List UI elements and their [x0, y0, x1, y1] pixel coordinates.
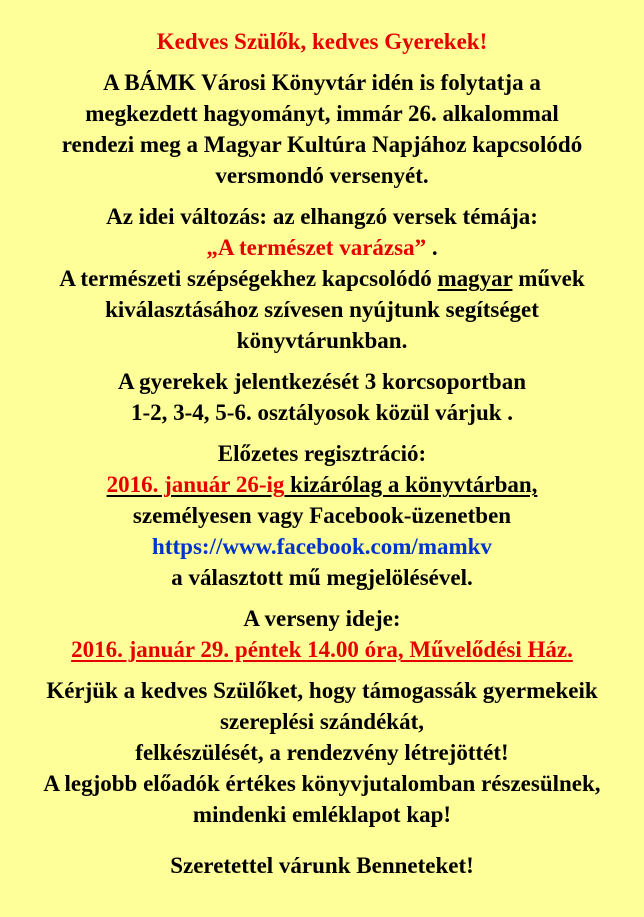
intro-line: A BÁMK Városi Könyvtár idén is folytatja a: [103, 70, 541, 95]
closing-line: Kérjük a kedves Szülőket, hogy támogassák gyermekeik: [46, 678, 598, 703]
intro-line: rendezi meg a Magyar Kultúra Napjához kapcsolódó: [61, 132, 583, 157]
event-heading: A verseny ideje:: [243, 606, 401, 631]
closing-line: A legjobb előadók értékes könyvjutalomban részesülnek,: [43, 771, 601, 796]
signoff: Szeretettel várunk Benneteket!: [170, 853, 474, 878]
registration-location: kizárólag a könyvtárban,: [284, 472, 538, 497]
theme-description-line: kiválasztásához szívesen nyújtunk segítséget: [105, 297, 539, 322]
groups-line: A gyerekek jelentkezését 3 korcsoportban: [118, 369, 526, 394]
registration-deadline-line: [0, 469, 644, 500]
registration-note: a választott mű megjelölésével.: [171, 565, 473, 590]
greeting-heading: Kedves Szülők, kedves Gyerekek!: [156, 29, 488, 54]
closing-line: mindenki emléklapot kap!: [192, 802, 452, 827]
intro-paragraph: [0, 67, 644, 191]
theme-underlined-word: magyar: [437, 266, 513, 291]
theme-title-line: [0, 232, 644, 263]
theme-intro-line: Az idei változás: az elhangzó versek témája:: [106, 204, 538, 229]
event-paragraph: [0, 603, 644, 665]
theme-description-line: könyvtárunkban.: [236, 328, 408, 353]
event-datetime: 2016. január 29. péntek 14.00 óra, Művelődési Ház.: [71, 637, 573, 662]
theme-text: művek: [512, 266, 585, 291]
intro-line: megkezdett hagyományt, immár 26. alkalommal: [85, 101, 559, 126]
facebook-link[interactable]: https://www.facebook.com/mamkv: [152, 534, 492, 559]
registration-deadline: 2016. január 26-ig: [106, 472, 285, 497]
registration-heading: Előzetes regisztráció:: [217, 441, 427, 466]
closing-paragraph: [0, 675, 644, 830]
theme-description-line: [0, 263, 644, 294]
closing-line: szereplési szándékát,: [219, 709, 424, 734]
groups-paragraph: [0, 366, 644, 428]
closing-line: felkészülését, a rendezvény létrejöttét!: [135, 740, 509, 765]
groups-line: 1-2, 3-4, 5-6. osztályosok közül várjuk .: [130, 400, 514, 425]
registration-paragraph: [0, 438, 644, 593]
theme-title-suffix: .: [426, 235, 438, 260]
theme-title: „A természet varázsa”: [206, 235, 427, 260]
theme-paragraph: [0, 201, 644, 356]
intro-line: versmondó versenyét.: [215, 163, 429, 188]
registration-method: személyesen vagy Facebook-üzenetben: [132, 503, 512, 528]
theme-text: A természeti szépségekhez kapcsolódó: [59, 266, 438, 291]
